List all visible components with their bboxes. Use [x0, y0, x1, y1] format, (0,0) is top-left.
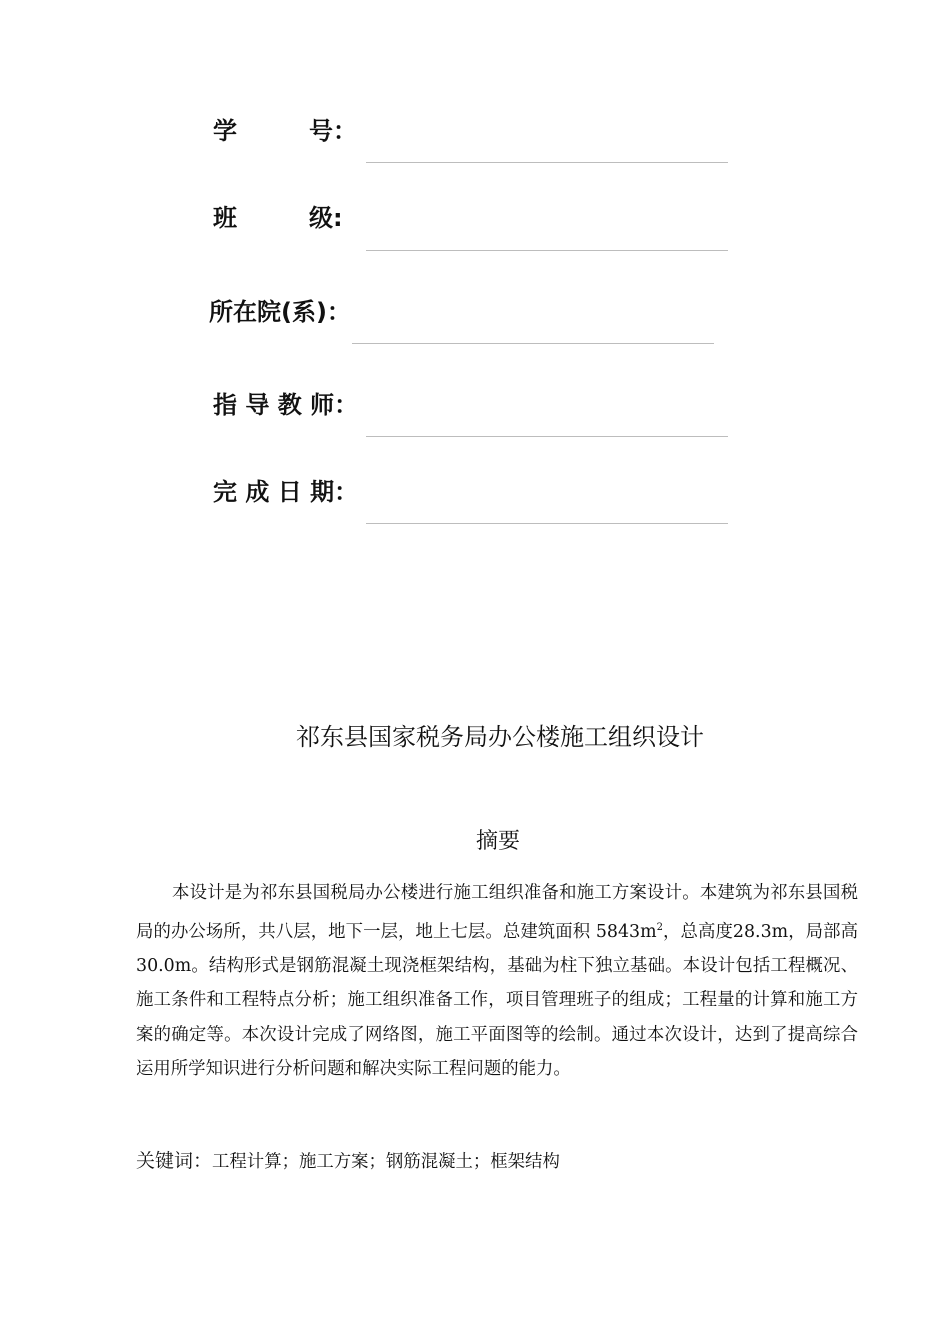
department-underline — [352, 343, 714, 344]
student-id-label: 学 号： — [213, 117, 357, 145]
keywords-line — [136, 1144, 858, 1179]
abstract-text-part-1: 本设计是为祁东县国税局办公楼进行施工组织准备和施工方案设计。本建筑为祁东县国税局的办公场所，共八层，地下一层，地上七层。总建筑面积 5843m — [136, 883, 858, 942]
abstract-superscript: 2 — [656, 921, 663, 933]
student-id-field — [0, 116, 950, 176]
student-id-underline — [366, 162, 728, 163]
class-label: 班 级: — [213, 204, 343, 232]
class-field — [0, 203, 950, 263]
document-title: 祁东县国家税务局办公楼施工组织设计 — [296, 723, 704, 751]
advisor-field — [0, 390, 950, 450]
abstract-body — [136, 876, 858, 1087]
keywords-text: 工程计算；施工方案；钢筋混凝土；框架结构 — [212, 1152, 560, 1172]
keywords-label: 关键词： — [136, 1150, 213, 1172]
department-field — [0, 297, 950, 357]
class-underline — [366, 250, 728, 251]
completion-date-underline — [366, 523, 728, 524]
abstract-heading: 摘要 — [475, 829, 520, 854]
completion-date-label: 完 成 日 期： — [213, 478, 359, 506]
advisor-label: 指 导 教 师： — [213, 391, 359, 419]
abstract-text-part-2: ，总高度28.3m，局部高 30.0m。结构形式是钢筋混凝土现浇框架结构，基础为柱下独立基础。本设计包括工程概况、施工条件和工程特点分析；施工组织准备工作，项目管理班子的组成；工程量的计算和施工方案的确定等。本次设计完成了网络图，施工平面图等的绘制。通过本次设计，达到了提高综合运用所学知识进行分析问题和解决实际工程问题的能力。 — [136, 921, 859, 1080]
advisor-underline — [366, 436, 728, 437]
completion-date-field — [0, 477, 950, 537]
department-label: 所在院(系)： — [209, 298, 351, 326]
